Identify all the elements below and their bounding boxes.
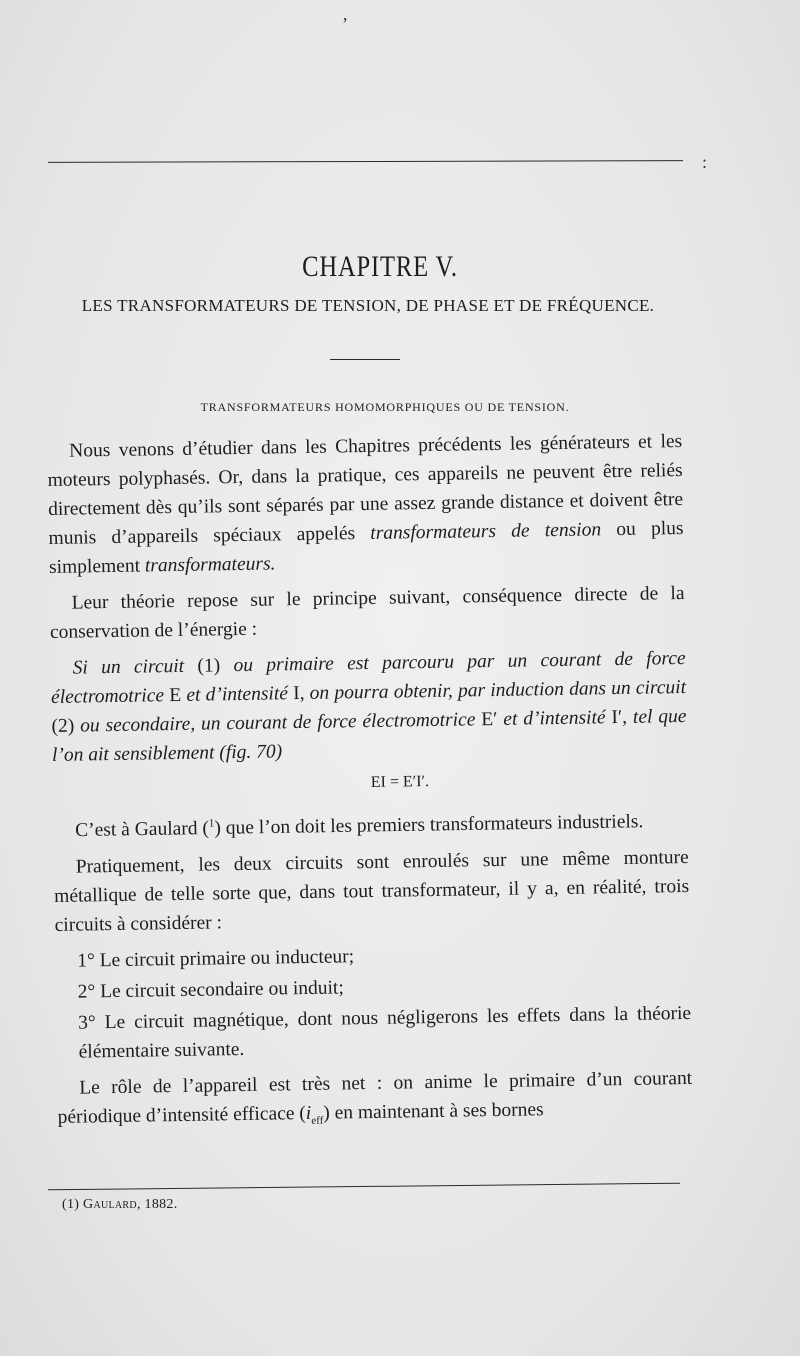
list-item: 1° Le circuit primaire ou inducteur; — [77, 945, 355, 972]
paragraph-principle: Leur théorie repose sur le principe suivant, conséquence directe de la conservation de l’énergie : — [49, 583, 685, 643]
footnote-rule — [48, 1183, 680, 1191]
list-item: 3° Le circuit magnétique, dont nous négligerons les effets dans la théorie élémentaire suivante. — [78, 1002, 692, 1063]
equation: EI = E′I′. — [370, 773, 430, 791]
paragraph-statement: Si un circuit (1) ou primaire est parcouru par un courant de force électromotrice E et d’intensité I, on pourra obtenir, par induction dans un circuit (2) ou secondaire, un courant de force électromotrice E′ et d’intensité I′, tel que l’on ait sensiblement (fig. 70) — [50, 647, 687, 766]
margin-mark-top: ’ — [342, 14, 348, 34]
top-rule — [48, 160, 683, 163]
paragraph-circuits: Pratiquement, les deux circuits sont enroulés sur une même monture métallique de telle sorte que, dans tout transformateur, il y a, en réalité, trois circuits à considérer : — [54, 846, 690, 936]
margin-mark-right: : — [702, 152, 708, 172]
footnote-reference[interactable]: 1 — [208, 817, 215, 830]
section-title: TRANSFORMATEURS HOMOMORPHIQUES OU DE TENSION. — [200, 400, 570, 414]
section-divider — [330, 359, 400, 360]
list-item: 2° Le circuit secondaire ou induit; — [77, 976, 344, 1003]
body-text — [47, 427, 693, 1146]
paragraph-intro: Nous venons d’étudier dans les Chapitres précédents les générateurs et les moteurs polyphasés. Or, dans la pratique, ces appareils ne peuvent être reliés directement dès qu’ils sont séparés par une assez grande distance et doivent être munis d’appareils spéciaux appelés transformateurs de tension ou plus simplement transformateurs. — [47, 431, 684, 578]
chapter-subtitle: LES TRANSFORMATEURS DE TENSION, DE PHASE ET DE FRÉQUENCE. — [81, 296, 655, 315]
footnote: (1) Gaulard, 1882. — [62, 1197, 178, 1212]
paragraph-gaulard: C’est à Gaulard ($^1$) que l’on doit les premiers transformateurs industriels. — [75, 811, 644, 842]
chapter-title: CHAPITRE V. — [302, 250, 458, 283]
paragraph-role: Le rôle de l’appareil est très net : on anime le primaire d’un courant périodique d’intensité efficace $(i_{eff})$ en maintenant à ses bornes — [57, 1067, 693, 1128]
